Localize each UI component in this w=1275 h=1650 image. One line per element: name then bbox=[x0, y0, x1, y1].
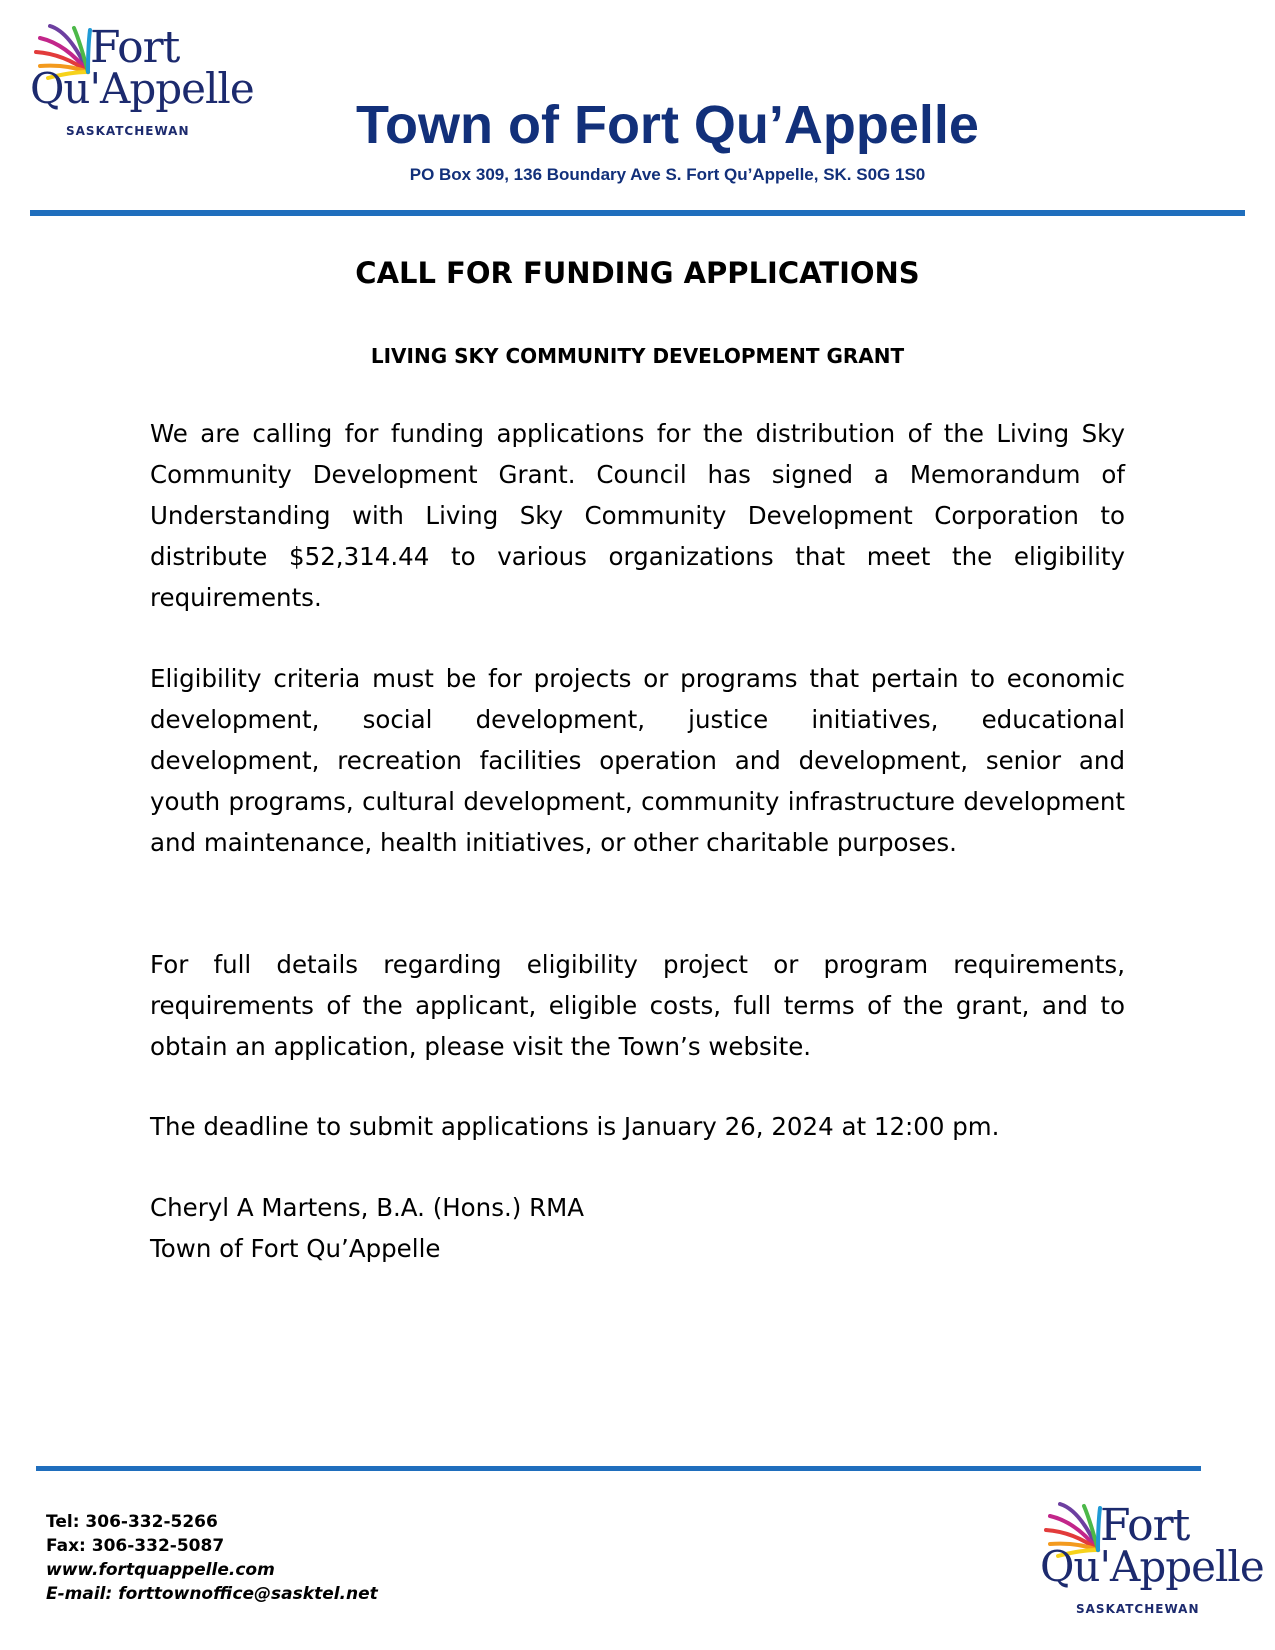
document-subheading: LIVING SKY COMMUNITY DEVELOPMENT GRANT bbox=[370, 344, 905, 368]
contact-fax: Fax: 306-332-5087 bbox=[46, 1536, 225, 1556]
logo-word-quappelle: Qu'Appelle bbox=[1040, 1542, 1264, 1591]
town-logo-footer bbox=[1040, 1500, 1264, 1620]
logo-province: SASKATCHEWAN bbox=[66, 124, 190, 138]
paragraph-intro: We are calling for funding applications for the distribution of the Living Sky Community Development Grant. Council has signed a Memorandum of Understanding with Living Sky Community Development Corporation to distribute $52,314.44 to various organizations that meet the eligibility requirements. bbox=[150, 419, 1125, 612]
logo-word-fort: Fort bbox=[1100, 1500, 1190, 1551]
signature-name: Cheryl A Martens, B.A. (Hons.) RMA bbox=[150, 1193, 585, 1222]
paragraph-details: For full details regarding eligibility project or program requirements, requirements of the applicant, eligible costs, full terms of the grant, and to obtain an application, please visit the Town’s website. bbox=[150, 950, 1125, 1061]
paragraph-deadline: The deadline to submit applications is January 26, 2024 at 12:00 pm. bbox=[150, 1112, 1000, 1141]
contact-email-link[interactable]: E-mail: forttownoffice@sasktel.net bbox=[46, 1584, 378, 1604]
contact-block bbox=[46, 1510, 378, 1606]
paragraph-eligibility: Eligibility criteria must be for projects or programs that pertain to economic development, social development, justice initiatives, educational development, recreation facilities operation and development, senior and youth programs, cultural development, community infrastructure development and maintenance, health initiatives, or other charitable purposes. bbox=[150, 664, 1125, 857]
contact-website-link[interactable]: www.fortquappelle.com bbox=[46, 1560, 275, 1580]
contact-tel: Tel: 306-332-5266 bbox=[46, 1512, 218, 1532]
logo-word-fort: Fort bbox=[90, 22, 180, 73]
signature-org: Town of Fort Qu’Appelle bbox=[150, 1234, 441, 1263]
footer-divider bbox=[36, 1466, 1201, 1471]
signature-block bbox=[150, 1187, 584, 1269]
town-address: PO Box 309, 136 Boundary Ave S. Fort Qu’Appelle, SK. S0G 1S0 bbox=[409, 165, 926, 184]
header-divider bbox=[30, 210, 1245, 216]
town-title: Town of Fort Qu’Appelle bbox=[356, 95, 979, 155]
document-heading: CALL FOR FUNDING APPLICATIONS bbox=[355, 256, 920, 290]
logo-province: SASKATCHEWAN bbox=[1076, 1602, 1200, 1616]
logo-word-quappelle: Qu'Appelle bbox=[30, 64, 254, 113]
